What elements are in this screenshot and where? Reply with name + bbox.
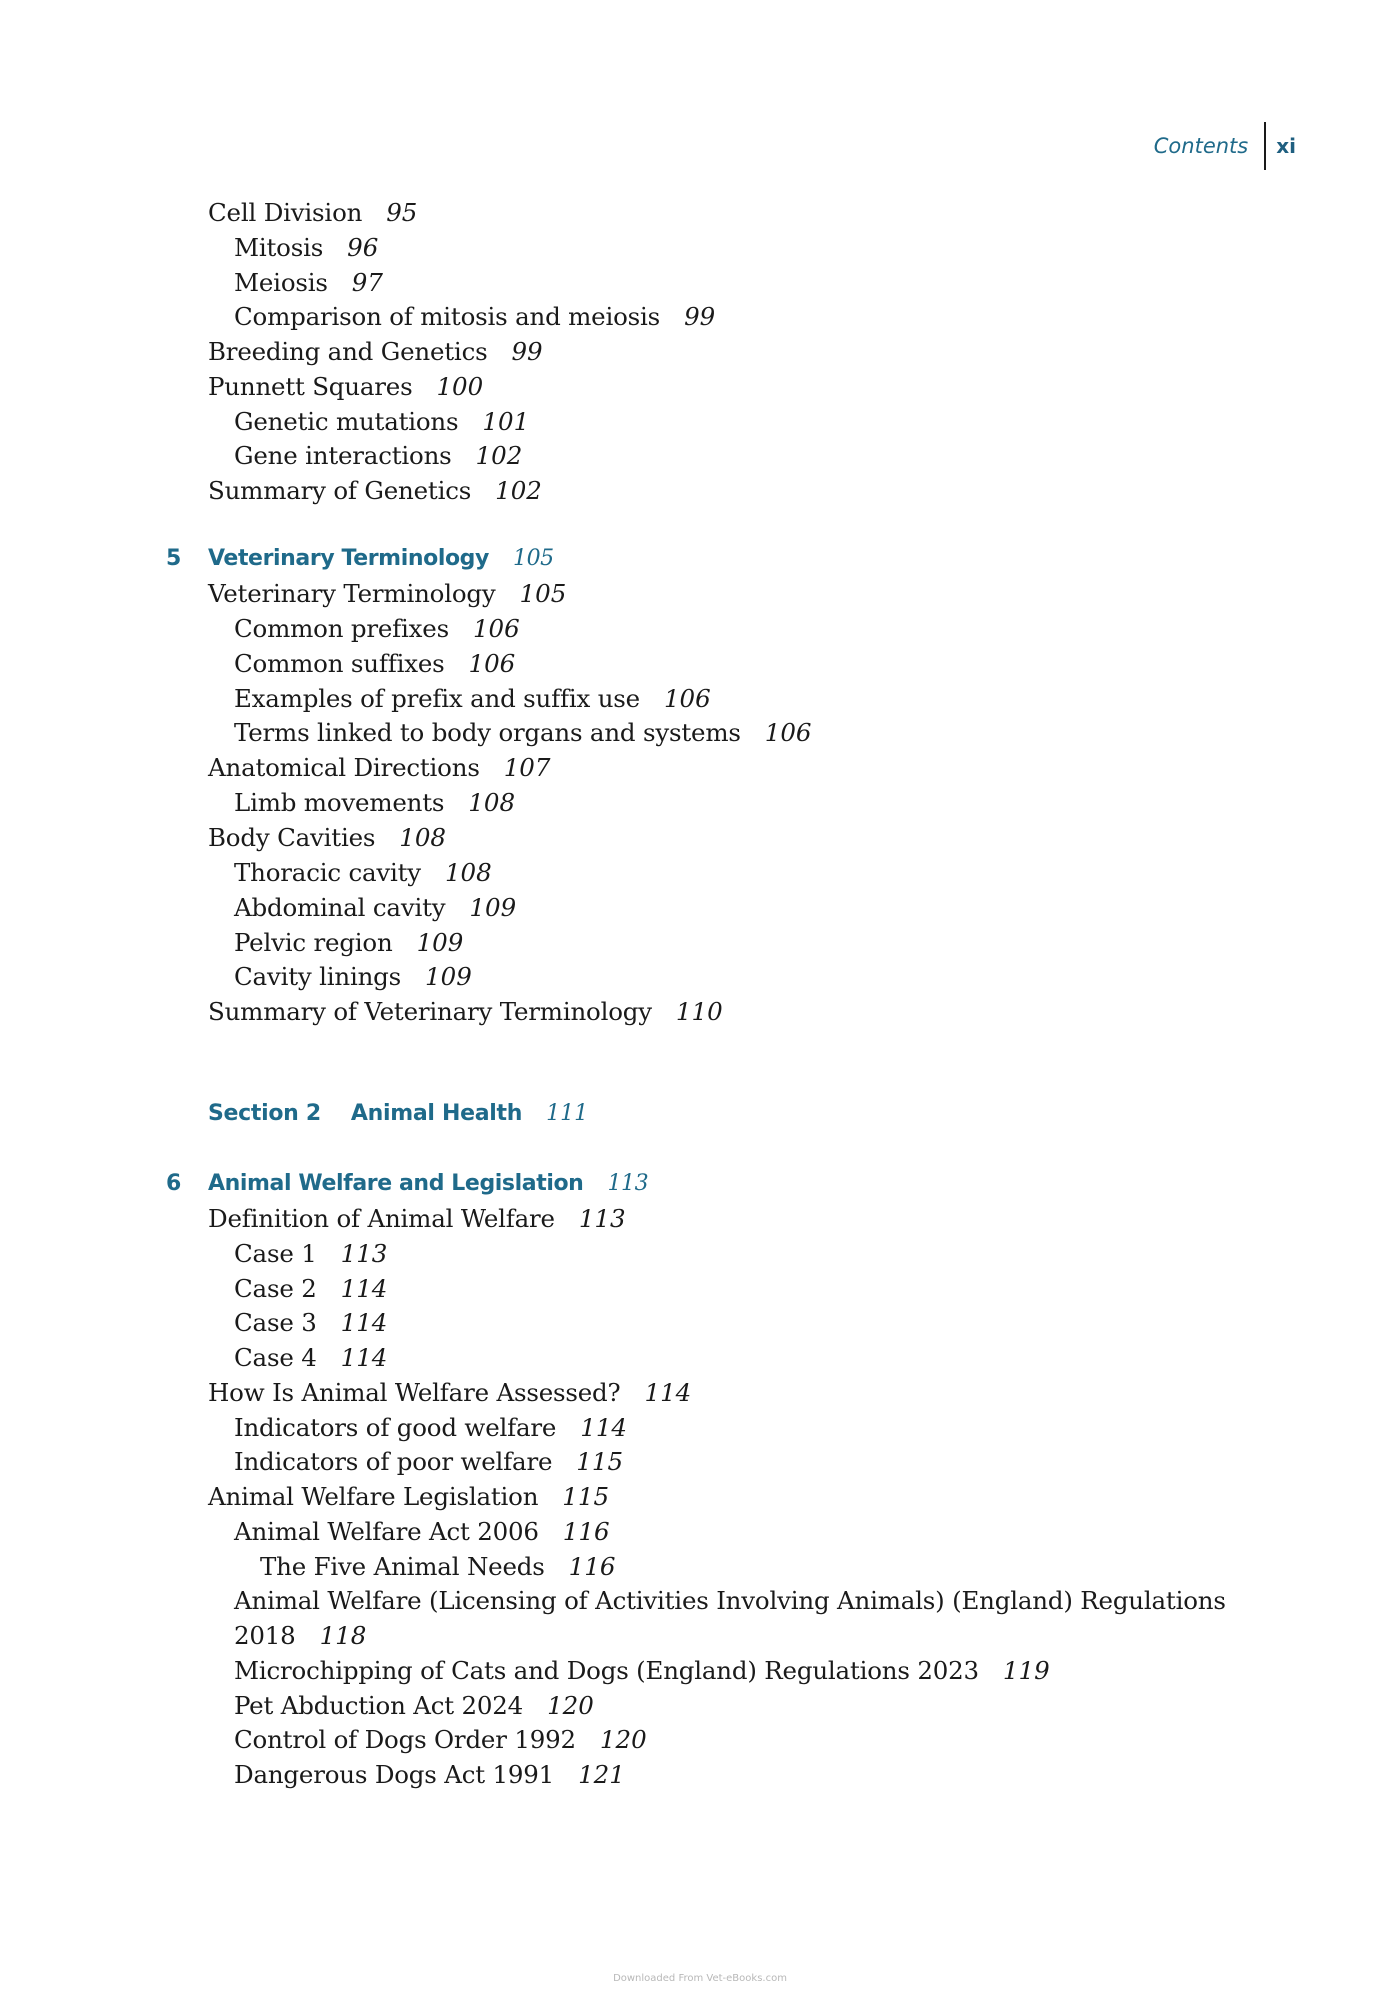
toc-entry-title: Common suffixes [234,648,445,678]
toc-entry-title: How Is Animal Welfare Assessed? [208,1377,621,1407]
toc-entry-title: Indicators of poor welfare [234,1447,553,1477]
section-title: Animal Health [350,1101,523,1126]
toc-entry-page: 119 [1002,1655,1050,1685]
chapter-number: 5 [166,546,182,571]
chapter-title: Animal Welfare and Legislation 113 [208,1171,649,1196]
toc-entry[interactable] [208,476,542,506]
toc-entry-title: The Five Animal Needs [260,1551,545,1581]
toc-entry-page: 114 [644,1377,692,1407]
toc-entry[interactable] [234,1760,625,1790]
toc-entry-page: 106 [764,718,812,748]
toc-entry-title: Case 1 [234,1238,317,1268]
toc-entry-page: 107 [503,753,551,783]
toc-entry-title: Definition of Animal Welfare [208,1204,555,1233]
toc-entry-title: Mitosis [234,232,324,262]
toc-entry[interactable] [234,1343,387,1373]
toc-entry-title: Thoracic cavity [234,857,421,887]
toc-entry-page: 116 [562,1516,610,1546]
toc-entry-title: Examples of prefix and suffix use [234,683,640,713]
toc-entry-title: Summary of Veterinary Terminology [208,997,652,1027]
toc-entry-page: 114 [340,1273,388,1303]
toc-entry[interactable] [234,788,515,818]
toc-entry-page: 113 [578,1204,626,1233]
toc-entry-title: Abdominal cavity [234,892,446,922]
running-header-label: Contents [1153,134,1249,158]
section-2-heading[interactable] [208,1099,588,1129]
toc-entry-title: Dangerous Dogs Act 1991 [234,1760,555,1789]
section-page: 111 [546,1101,589,1126]
toc-entry[interactable] [234,233,378,263]
toc-entry-page: 115 [562,1482,610,1511]
toc-entry-title: Animal Welfare Legislation [208,1482,539,1511]
toc-entry-page: 114 [340,1308,388,1338]
toc-entry[interactable] [234,962,472,992]
toc-entry[interactable] [234,1691,594,1721]
section-label: Section 2 [208,1101,321,1126]
chapter-title: Veterinary Terminology 105 [208,546,554,571]
toc-entry[interactable] [234,1621,366,1651]
toc-entry[interactable] [234,928,463,958]
toc-entry[interactable] [234,858,492,888]
toc-entry[interactable] [234,302,715,332]
toc-entry-title: Punnett Squares [208,371,413,401]
toc-entry-title: Comparison of mitosis and meiosis [234,302,661,332]
toc-entry-title: Cell Division [208,198,363,227]
toc-entry-page: 113 [340,1238,388,1268]
toc-entry-page: 102 [475,441,523,471]
chapter-number: 6 [166,1171,182,1196]
toc-entry-title: Limb movements [234,788,445,818]
toc-entry[interactable] [234,1725,647,1755]
toc-entry[interactable] [234,1586,1226,1616]
toc-entry[interactable] [260,1552,615,1582]
toc-entry[interactable] [208,1204,626,1234]
toc-entry[interactable] [234,268,383,298]
toc-entry-title: Gene interactions [234,441,452,471]
toc-entry-page: 106 [468,648,516,678]
toc-entry-title: Animal Welfare Act 2006 [234,1516,539,1546]
toc-entry[interactable] [234,614,520,644]
toc-entry[interactable] [234,718,812,748]
toc-entry[interactable] [234,649,515,679]
toc-entry-title: Control of Dogs Order 1992 [234,1725,576,1755]
toc-entry-page: 102 [495,476,542,505]
toc-entry-page: 99 [684,302,716,332]
toc-entry-page: 108 [399,822,447,852]
toc-entry[interactable] [234,407,529,437]
toc-entry[interactable] [208,823,446,853]
download-footer: Downloaded From Vet-eBooks.com [613,1973,787,1984]
toc-entry-page: 106 [663,683,711,713]
toc-entry[interactable] [234,1308,387,1338]
toc-entry-title: Cavity linings [234,962,402,992]
toc-entry-page: 109 [469,892,517,922]
toc-entry-page: 109 [416,927,464,957]
toc-entry-title: Case 4 [234,1343,317,1372]
toc-entry-title: Indicators of good welfare [234,1412,557,1442]
toc-entry-page: 95 [386,198,418,227]
toc-entry[interactable] [234,441,522,471]
toc-entry[interactable] [234,1517,610,1547]
toc-entry[interactable] [234,1239,387,1269]
toc-entry[interactable] [208,337,543,367]
toc-entry-page: 120 [599,1725,647,1755]
toc-entry-page: 114 [580,1412,627,1442]
toc-entry-title: Animal Welfare (Licensing of Activities Involving Animals) (England) Regulations [234,1586,1226,1616]
toc-entry[interactable] [234,1656,1050,1686]
toc-entry-page: 108 [468,788,516,818]
toc-entry-title: Breeding and Genetics [208,337,488,366]
toc-entry[interactable] [234,1447,623,1477]
chapter-page: 105 [512,546,554,571]
toc-entry-title: Meiosis [234,267,328,297]
page-number: xi [1276,134,1296,158]
toc-entry[interactable] [234,1274,387,1304]
toc-entry-title: Common prefixes [234,613,449,643]
toc-entry-page: 115 [576,1447,624,1477]
toc-entry-page: 120 [547,1690,594,1720]
toc-entry-page: 101 [482,406,530,436]
toc-entry-title: Summary of Genetics [208,476,472,505]
toc-entry-page: 108 [444,857,492,887]
toc-entry-page: 118 [319,1621,367,1650]
toc-entry[interactable] [208,198,417,228]
toc-entry-page: 110 [675,997,723,1027]
toc-entry-title: Terms linked to body organs and systems [234,718,741,748]
toc-entry-page: 97 [351,267,383,297]
toc-entry-page: 105 [519,579,567,608]
toc-entry-title: Case 3 [234,1308,317,1338]
toc-entry-page: 109 [425,962,472,992]
toc-entry[interactable] [208,1482,609,1512]
toc-entry-page: 106 [472,613,520,643]
toc-entry[interactable] [208,579,566,609]
chapter-page: 113 [607,1171,649,1196]
toc-entry-title: Pet Abduction Act 2024 [234,1690,524,1720]
toc-entry-page: 99 [511,337,543,366]
toc-entry-title: Pelvic region [234,927,393,957]
toc-entry[interactable] [208,1378,691,1408]
toc-entry[interactable] [208,753,550,783]
toc-entry[interactable] [234,1413,627,1443]
toc-entry-title: Case 2 [234,1273,317,1303]
toc-entry-title: Genetic mutations [234,406,459,436]
toc-entry-title: Microchipping of Cats and Dogs (England) Regulations 2023 [234,1655,979,1685]
toc-entry-title: Anatomical Directions [208,753,480,783]
toc-entry-title: 2018 [234,1621,296,1650]
toc-entry-title: Veterinary Terminology [208,579,496,608]
toc-entry-page: 121 [578,1760,625,1789]
toc-entry-page: 100 [436,371,484,401]
toc-entry[interactable] [234,684,711,714]
toc-entry-page: 116 [568,1551,616,1581]
toc-entry-page: 114 [340,1343,388,1372]
toc-entry[interactable] [208,997,723,1027]
toc-entry[interactable] [234,893,516,923]
toc-entry[interactable] [208,372,483,402]
toc-entry-page: 96 [347,232,379,262]
toc-entry-title: Body Cavities [208,822,376,852]
